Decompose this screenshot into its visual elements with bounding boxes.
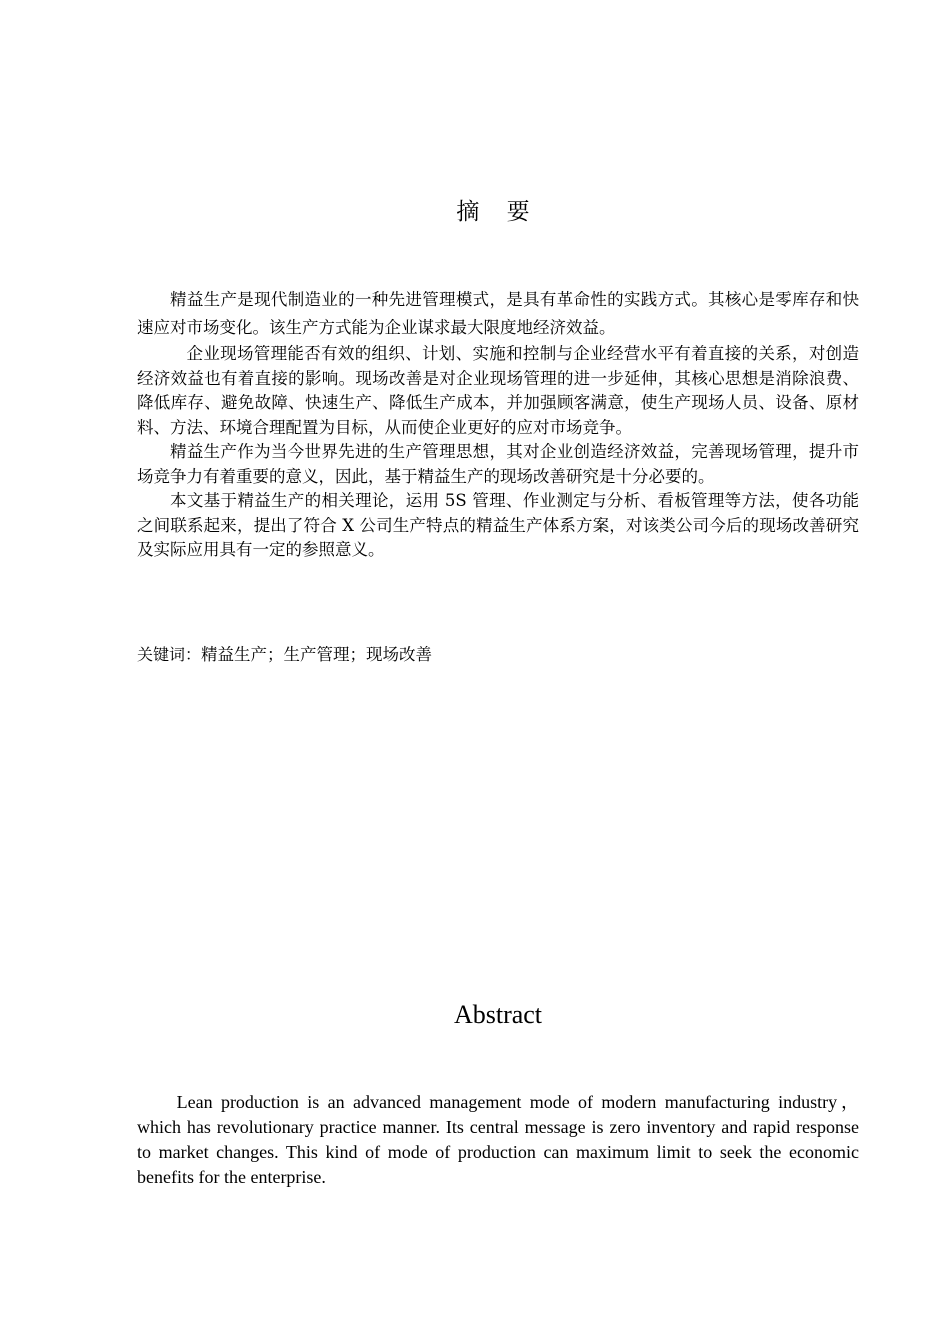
english-paragraph-1: Lean production is an advanced management mode of modern manufacturing industry，which has revolutionary practice manner. Its central message is zero inventory and rapid response to market changes. This kind of mode of production can maximum limit to seek the economic benefits for the enterprise.	[137, 1092, 859, 1187]
chinese-abstract-title: 摘 要	[456, 199, 540, 225]
english-abstract-body	[137, 1090, 859, 1190]
chinese-paragraph-3: 精益生产作为当今世界先进的生产管理思想，其对企业创造经济效益，完善现场管理，提升市场竞争力有着重要的意义，因此，基于精益生产的现场改善研究是十分必要的。	[137, 442, 859, 486]
chinese-abstract-body	[137, 286, 859, 563]
chinese-paragraph-4: 本文基于精益生产的相关理论，运用 5S 管理、作业测定与分析、看板管理等方法，使各功能之间联系起来，提出了符合 X 公司生产特点的精益生产体系方案，对该类公司今后的现场改善研究及实际应用具有一定的参照意义。	[137, 491, 859, 559]
keywords-label: 关键词：	[137, 645, 202, 664]
chinese-paragraph-1: 精益生产是现代制造业的一种先进管理模式，是具有革命性的实践方式。其核心是零库存和快速应对市场变化。该生产方式能为企业谋求最大限度地经济效益。	[137, 290, 859, 337]
english-abstract-title: Abstract	[453, 1000, 543, 1029]
keywords-text: 精益生产；生产管理；现场改善	[201, 645, 433, 664]
chinese-paragraph-2: 企业现场管理能否有效的组织、计划、实施和控制与企业经营水平有着直接的关系，对创造经济效益也有着直接的影响。现场改善是对企业现场管理的进一步延伸，其核心思想是消除浪费、降低库存、避免故障、快速生产、降低生产成本，并加强顾客满意，使生产现场人员、设备、原材料、方法、环境合理配置为目标，从而使企业更好的应对市场竞争。	[137, 344, 859, 437]
keywords-line	[137, 642, 432, 668]
